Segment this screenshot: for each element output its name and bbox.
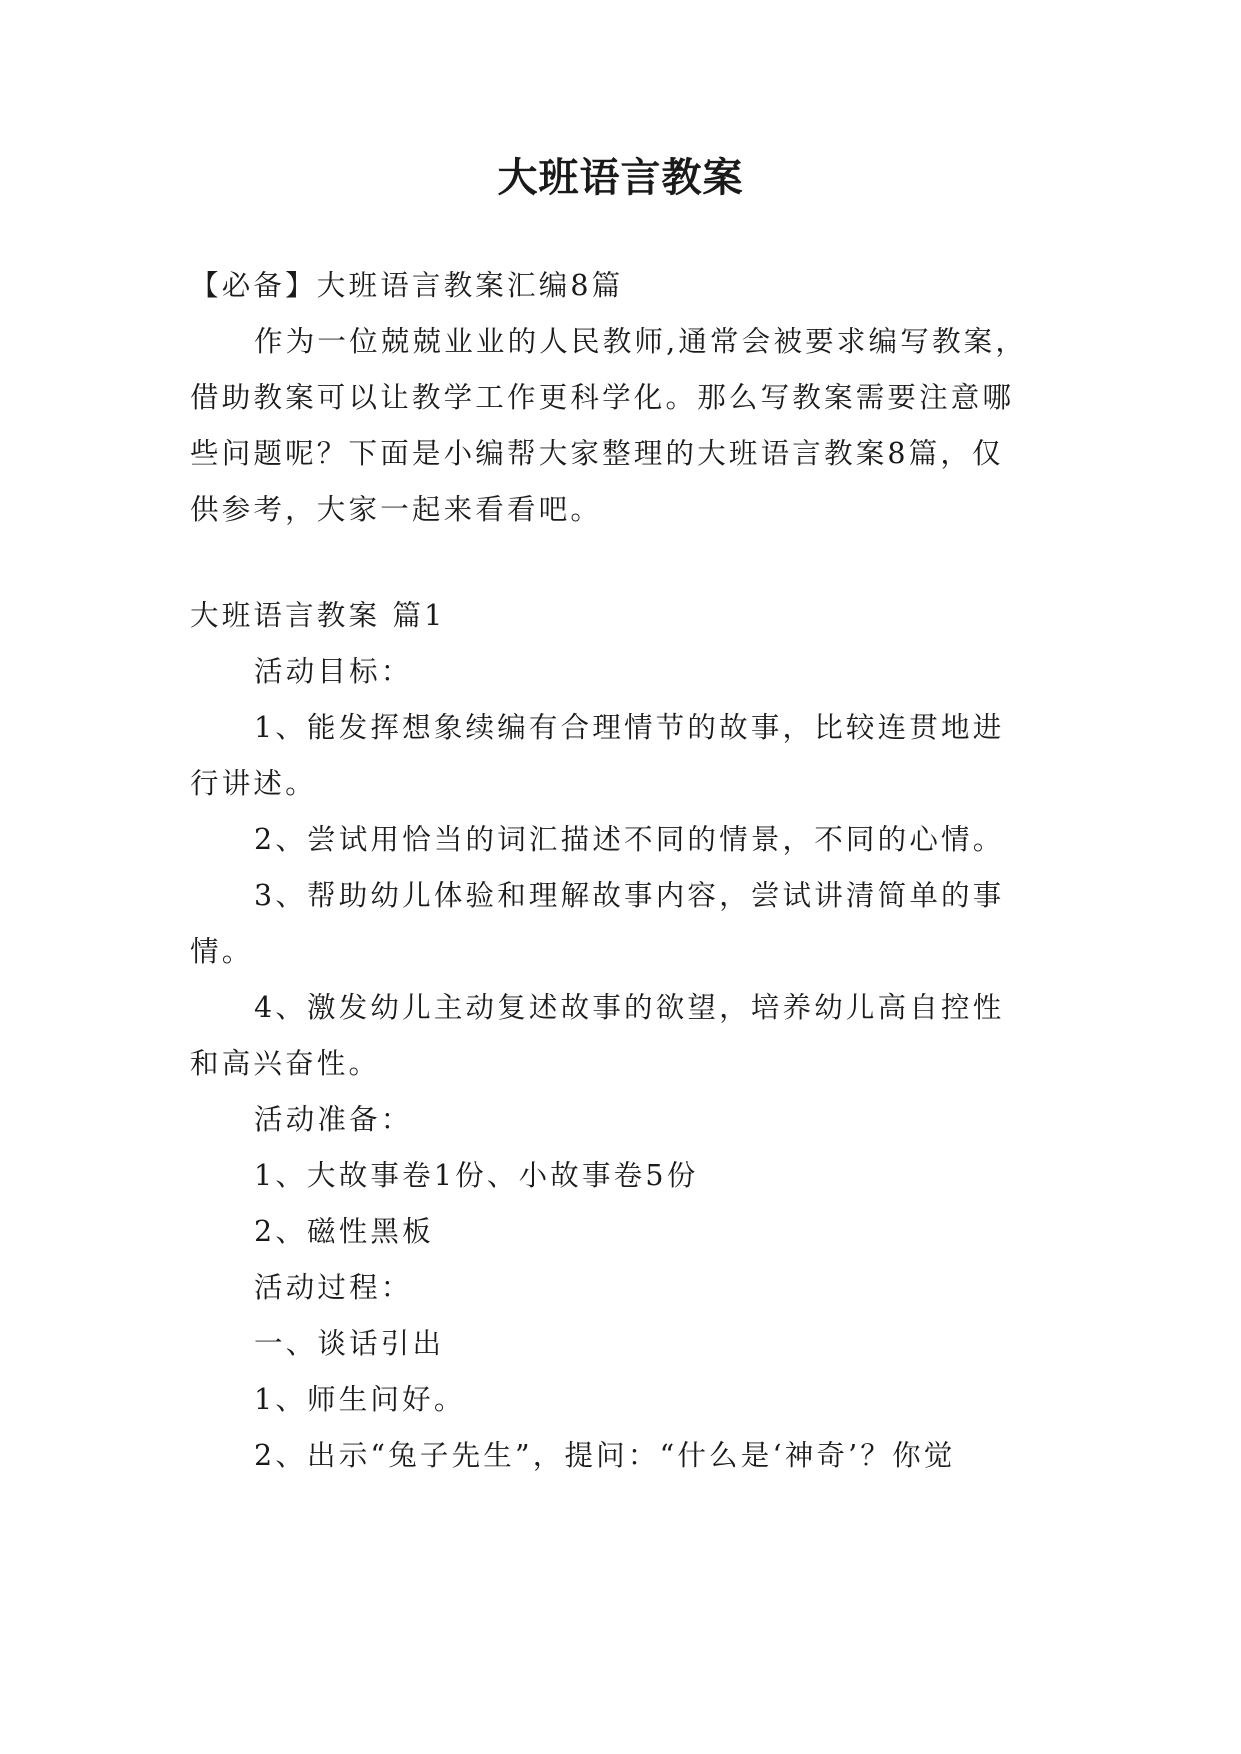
section-line: 2、出示“兔子先生”，提问：“什么是‘神奇’？你觉 [254, 1439, 956, 1472]
section-line: 4、激发幼儿主动复述故事的欲望，培养幼儿高自控性 [254, 991, 1005, 1024]
intro-line: 作为一位兢兢业业的人民教师,通常会被要求编写教案， [254, 325, 1028, 358]
section-line: 和高兴奋性。 [190, 1047, 381, 1080]
section-line: 2、尝试用恰当的词汇描述不同的情景，不同的心情。 [254, 823, 1005, 856]
intro-line: 些问题呢？下面是小编帮大家整理的大班语言教案8篇，仅 [190, 437, 1004, 470]
intro-line: 供参考，大家一起来看看吧。 [190, 493, 603, 526]
section-heading: 大班语言教案 篇1 [190, 599, 446, 632]
intro-line: 借助教案可以让教学工作更科学化。那么写教案需要注意哪 [190, 381, 1015, 414]
section-line: 1、师生问好。 [254, 1383, 466, 1416]
section-line: 1、能发挥想象续编有合理情节的故事，比较连贯地进 [254, 711, 1005, 744]
section-line: 活动准备： [254, 1103, 413, 1136]
document-title: 大班语言教案 [497, 154, 744, 201]
section-line: 行讲述。 [190, 767, 317, 800]
section-line: 1、大故事卷1份、小故事卷5份 [254, 1159, 699, 1192]
section-line: 情。 [190, 935, 254, 968]
header-line: 【必备】大班语言教案汇编8篇 [190, 269, 624, 302]
section-line: 3、帮助幼儿体验和理解故事内容，尝试讲清简单的事 [254, 879, 1005, 912]
section-line: 活动目标： [254, 655, 413, 688]
section-line: 活动过程： [254, 1271, 413, 1304]
section-line: 2、磁性黑板 [254, 1215, 434, 1248]
section-line: 一、谈话引出 [254, 1327, 445, 1360]
